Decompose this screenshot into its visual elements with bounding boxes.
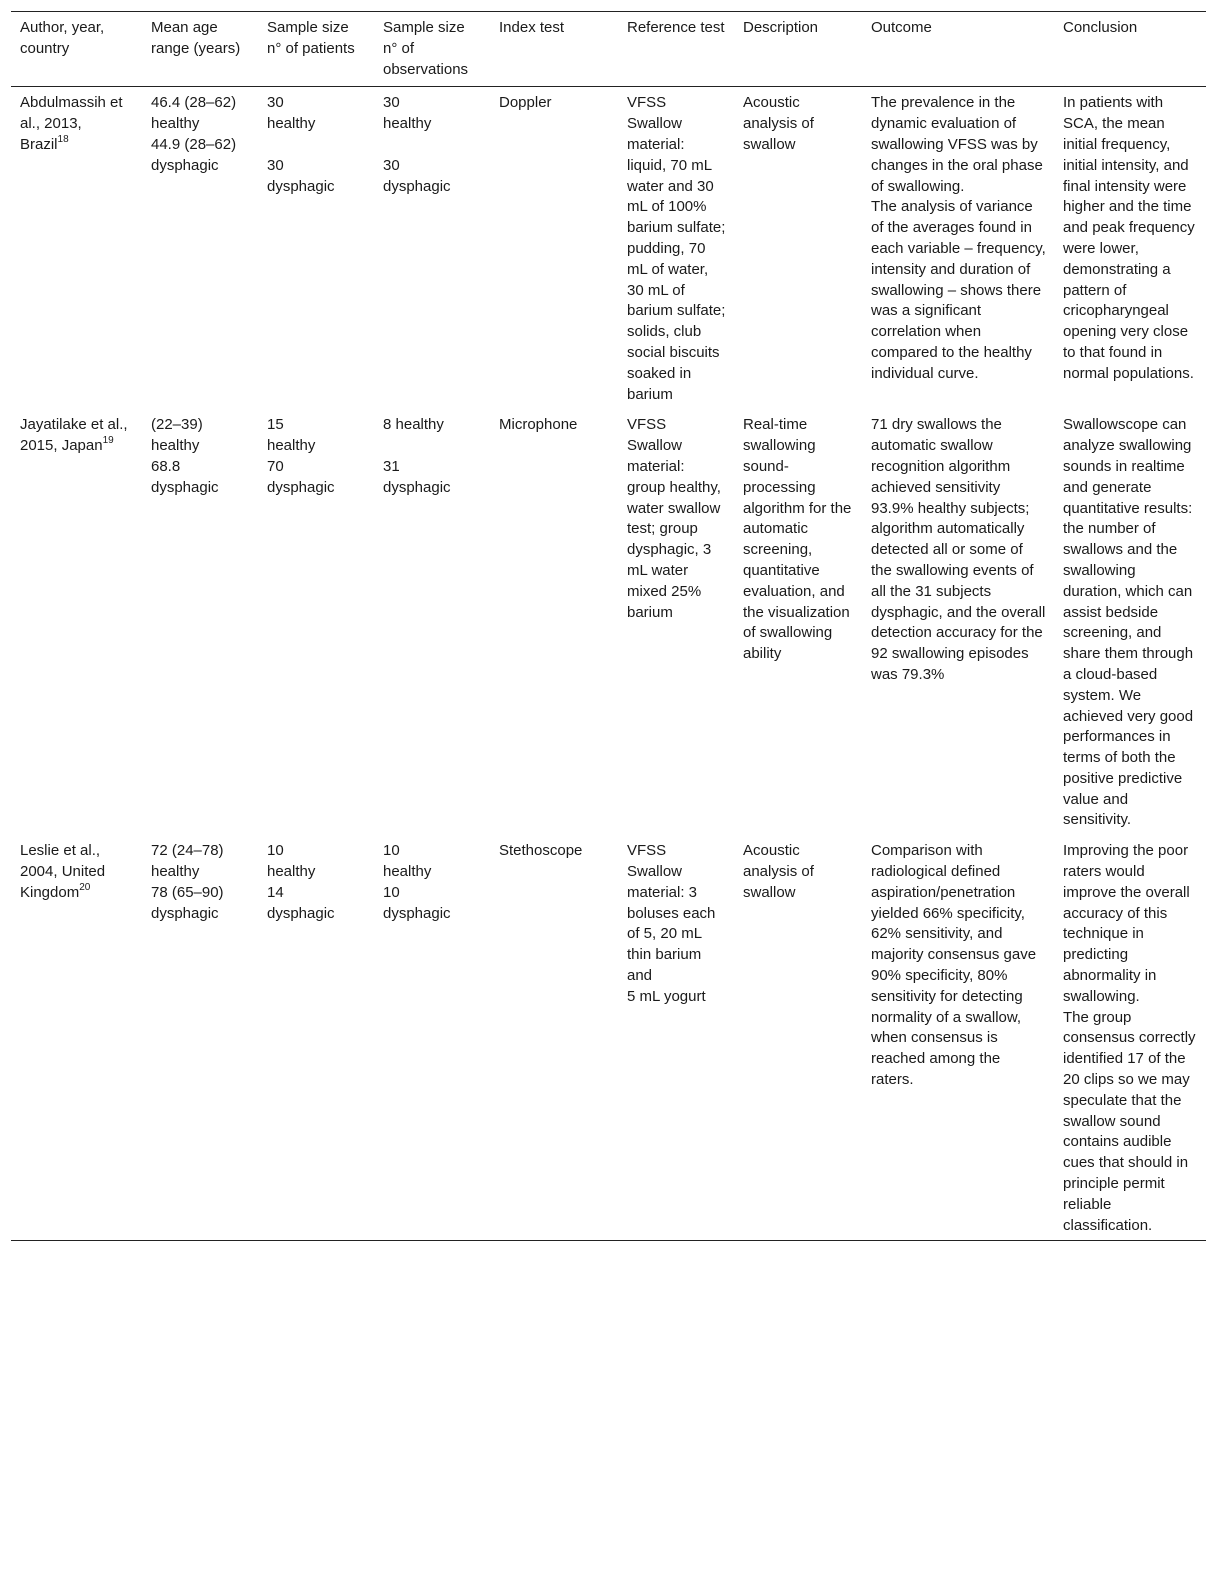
description-cell: Acoustic analysis of swallow: [743, 842, 814, 901]
outcome-cell: 71 dry swallows the automatic swallow recognition algorithm achieved sensitivity 93.9% healthy subjects; algorithm automatically detected all or some of the swallowing events of all the 31 subjects dysphagic, and the overall detection accuracy for the 92 swallowing episodes was 79.3%: [871, 416, 1046, 683]
patients-cell: 15 healthy 70 dysphagic: [267, 416, 335, 496]
reference-number: 20: [79, 881, 91, 893]
reference-test-cell: VFSS Swallow material: 3 boluses each of 5, 20 mL thin barium and 5 mL yogurt: [627, 842, 716, 1005]
header-mean-age: Mean age range (years): [151, 19, 241, 57]
age-cell: 72 (24–78) healthy 78 (65–90) dysphagic: [151, 842, 224, 922]
reference-test-cell: VFSS Swallow material: liquid, 70 mL water and 30 mL of 100% barium sulfate; pudding, 70 mL of water, 30 mL of barium sulfate; solids, club social biscuits soaked in barium: [627, 94, 726, 403]
conclusion-cell: In patients with SCA, the mean initial frequency, initial intensity, and final intensity were higher and the time and peak frequency were lower, demonstrating a pattern of cricopharyngeal opening very close to that found in normal populations.: [1063, 94, 1195, 382]
header-observations: Sample size n° of observations: [383, 19, 469, 78]
description-cell: Real-time swallowing sound-processing algorithm for the automatic screening, quantitative evaluation, and the visualization of swallowing ability: [743, 416, 852, 663]
reference-number: 19: [102, 435, 114, 447]
header-author: Author, year, country: [20, 19, 105, 57]
header-reference-test: Reference test: [627, 19, 725, 36]
observations-cell: 30 healthy 30 dysphagic: [383, 94, 451, 195]
header-patients: Sample size n° of patients: [267, 19, 355, 57]
outcome-cell: Comparison with radiological defined aspiration/penetration yielded 66% specificity, 62% sensitivity, and majority consensus gave 90% specificity, 80% sensitivity for detecting normality of a swallow, when consensus is reached among the raters.: [871, 842, 1037, 1089]
conclusion-cell: Swallowscope can analyze swallowing sounds in realtime and generate quantitative results: the number of swallows and the swallowing duration, which can assist bedside screening, and share them through a cloud-based system. We achieved very good performances in terms of both the positive predictive value and sensitivity.: [1063, 416, 1194, 829]
header-outcome: Outcome: [871, 19, 932, 36]
patients-cell: 30 healthy 30 dysphagic: [267, 94, 335, 195]
reference-number: 18: [57, 133, 69, 145]
observations-cell: 8 healthy 31 dysphagic: [383, 416, 451, 496]
table-row: [11, 87, 1206, 409]
reference-test-cell: VFSS Swallow material: group healthy, water swallow test; group dysphagic, 3 mL water mixed 25% barium: [627, 416, 721, 621]
table-header: [11, 12, 1206, 87]
author-cell: Jayatilake et al., 2015, Japan$^{19}$: [20, 416, 128, 455]
author-cell: Abdulmassih et al., 2013, Brazil$^{18}$: [20, 94, 123, 153]
header-row: [11, 12, 1206, 87]
header-description: Description: [743, 19, 819, 36]
table-row: [11, 409, 1206, 835]
table-body: [11, 87, 1206, 1241]
table-row: [11, 835, 1206, 1241]
index-test-cell: Stethoscope: [499, 842, 583, 860]
age-cell: (22–39) healthy 68.8 dysphagic: [151, 416, 219, 496]
description-cell: Acoustic analysis of swallow: [743, 94, 814, 153]
conclusion-cell: Improving the poor raters would improve the overall accuracy of this technique in predicting abnormality in swallowing. The group consensus correctly identified 17 of the 20 clips so we may speculate that the swallow sound contains audible cues that should in principle permit reliable classification.: [1063, 842, 1196, 1234]
patients-cell: 10 healthy 14 dysphagic: [267, 842, 335, 922]
studies-table: [11, 11, 1206, 1241]
age-cell: 46.4 (28–62) healthy 44.9 (28–62) dysphagic: [151, 94, 237, 174]
header-index-test: Index test: [499, 19, 565, 36]
index-test-cell: Microphone: [499, 416, 578, 434]
header-conclusion: Conclusion: [1063, 19, 1138, 36]
outcome-cell: The prevalence in the dynamic evaluation of swallowing VFSS was by changes in the oral phase of swallowing. The analysis of variance of the averages found in each variable – frequency, intensity and duration of swallowing – shows there was a significant correlation when compared to the healthy individual curve.: [871, 94, 1046, 382]
author-cell: Leslie et al., 2004, United Kingdom$^{20}$: [20, 842, 106, 901]
index-test-cell: Doppler: [499, 94, 552, 112]
observations-cell: 10 healthy 10 dysphagic: [383, 842, 451, 922]
